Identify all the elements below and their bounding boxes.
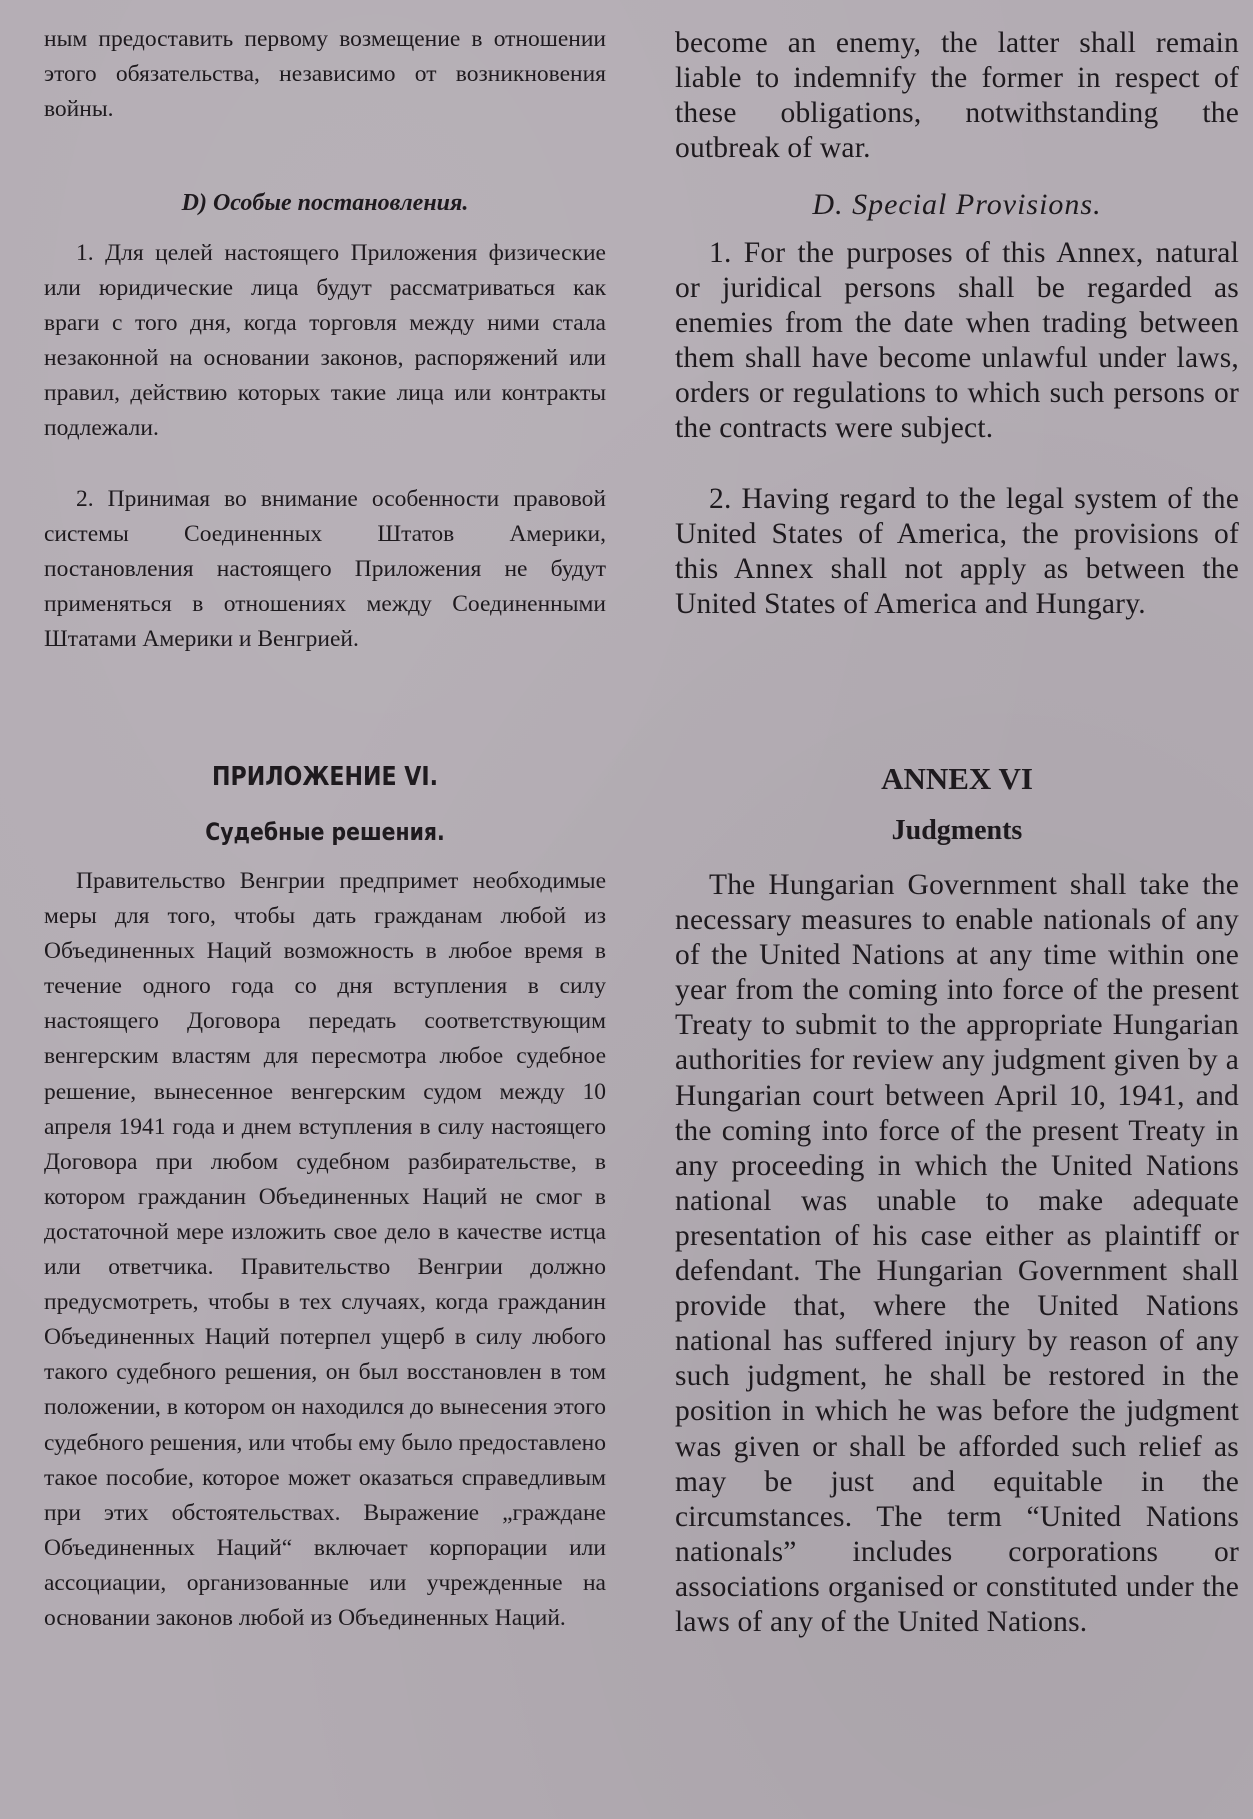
ru-section-heading: D) Особые постановления. <box>181 190 469 216</box>
ru-annex-title: ПРИЛОЖЕНИЕ VI. <box>212 762 438 792</box>
ru-para-2: 2. Принимая во внимание особенности правовой системы Соединенных Штатов Америки, постановления настоящего Приложения не будут применяться в отношениях между Соединенными Штатами Америки и Венгрией. <box>44 486 606 653</box>
en-annex-subtitle: Judgments <box>891 815 1023 846</box>
en-top-paragraph: become an enemy, the latter shall remain liable to indemnify the former in respect of these obligations, notwithstanding the outbreak of war. <box>675 27 1239 165</box>
en-annex-title: ANNEX VI <box>881 761 1033 796</box>
en-judgments-text: The Hungarian Government shall take the necessary measures to enable nationals of any of the United Nations at any time within one year from the coming into force of the present Treaty to submit to the appropriate Hungarian authorities for review any judgment given by a Hungarian court between April 10, 1941, and the coming into force of the present Treaty in any proceeding in which the United Nations national was unable to make adequate presentation of his case either as plaintiff or defendant. The Hungarian Government shall provide that, where the United Nations national has suffered injury by reason of any such judgment, he shall be restored in the position in which he was before the judgment was given or shall be afforded such relief as may be just and equitable in the circumstances. The term “United Nations nationals” includes corporations or associations organised or constituted under the laws of any of the United Nations. <box>675 869 1239 1638</box>
ru-para-1: 1. Для целей настоящего Приложения физические или юридические лица будут рассматриваться как враги с того дня, когда торговля между ними стала незаконной на основании законов, распоряжений или правил, действию которых такие лица или контракты подлежали. <box>44 240 606 442</box>
en-para-1: 1. For the purposes of this Annex, natural or juridical persons shall be regarded as enemies from the date when trading between them shall have become unlawful under laws, orders or regulations to which such persons or the contracts were subject. <box>675 237 1239 445</box>
en-section-heading: D. Special Provisions. <box>812 188 1102 221</box>
ru-top-paragraph: ным предоставить первому возмещение в отношении этого обязательства, независимо от возникновения войны. <box>44 26 606 123</box>
ru-judgments-text: Правительство Венгрии предпримет необходимые меры для того, чтобы дать гражданам любой из Объединенных Наций возможность в любое время в течение одного года со дня вступления в силу настоящего Договора передать соответствующим венгерским властям для пересмотра любое судебное решение, вынесенное венгерским судом между 10 апреля 1941 года и днем вступления в силу настоящего Договора при любом судебном разбирательстве, в котором гражданин Объединенных Наций не смог в достаточной мере изложить свое дело в качестве истца или ответчика. Правительство Венгрии должно предусмотреть, чтобы в тех случаях, когда гражданин Объединенных Наций потерпел ущерб в силу любого такого судебного решения, он был восстановлен в том положении, в котором он находился до вынесения этого судебного решения, или чтобы ему было предоставлено такое пособие, которое может оказаться справедливым при этих обстоятельствах. Выражение „граждане Объединенных Наций“ включает корпорации или ассоциации, организованные или учрежденные на основании законов любой из Объединенных Наций. <box>44 868 606 1631</box>
ru-annex-subtitle: Судебные решения. <box>205 818 445 846</box>
en-para-2: 2. Having regard to the legal system of the United States of America, the provisions of this Annex shall not apply as between the United States of America and Hungary. <box>675 483 1239 621</box>
